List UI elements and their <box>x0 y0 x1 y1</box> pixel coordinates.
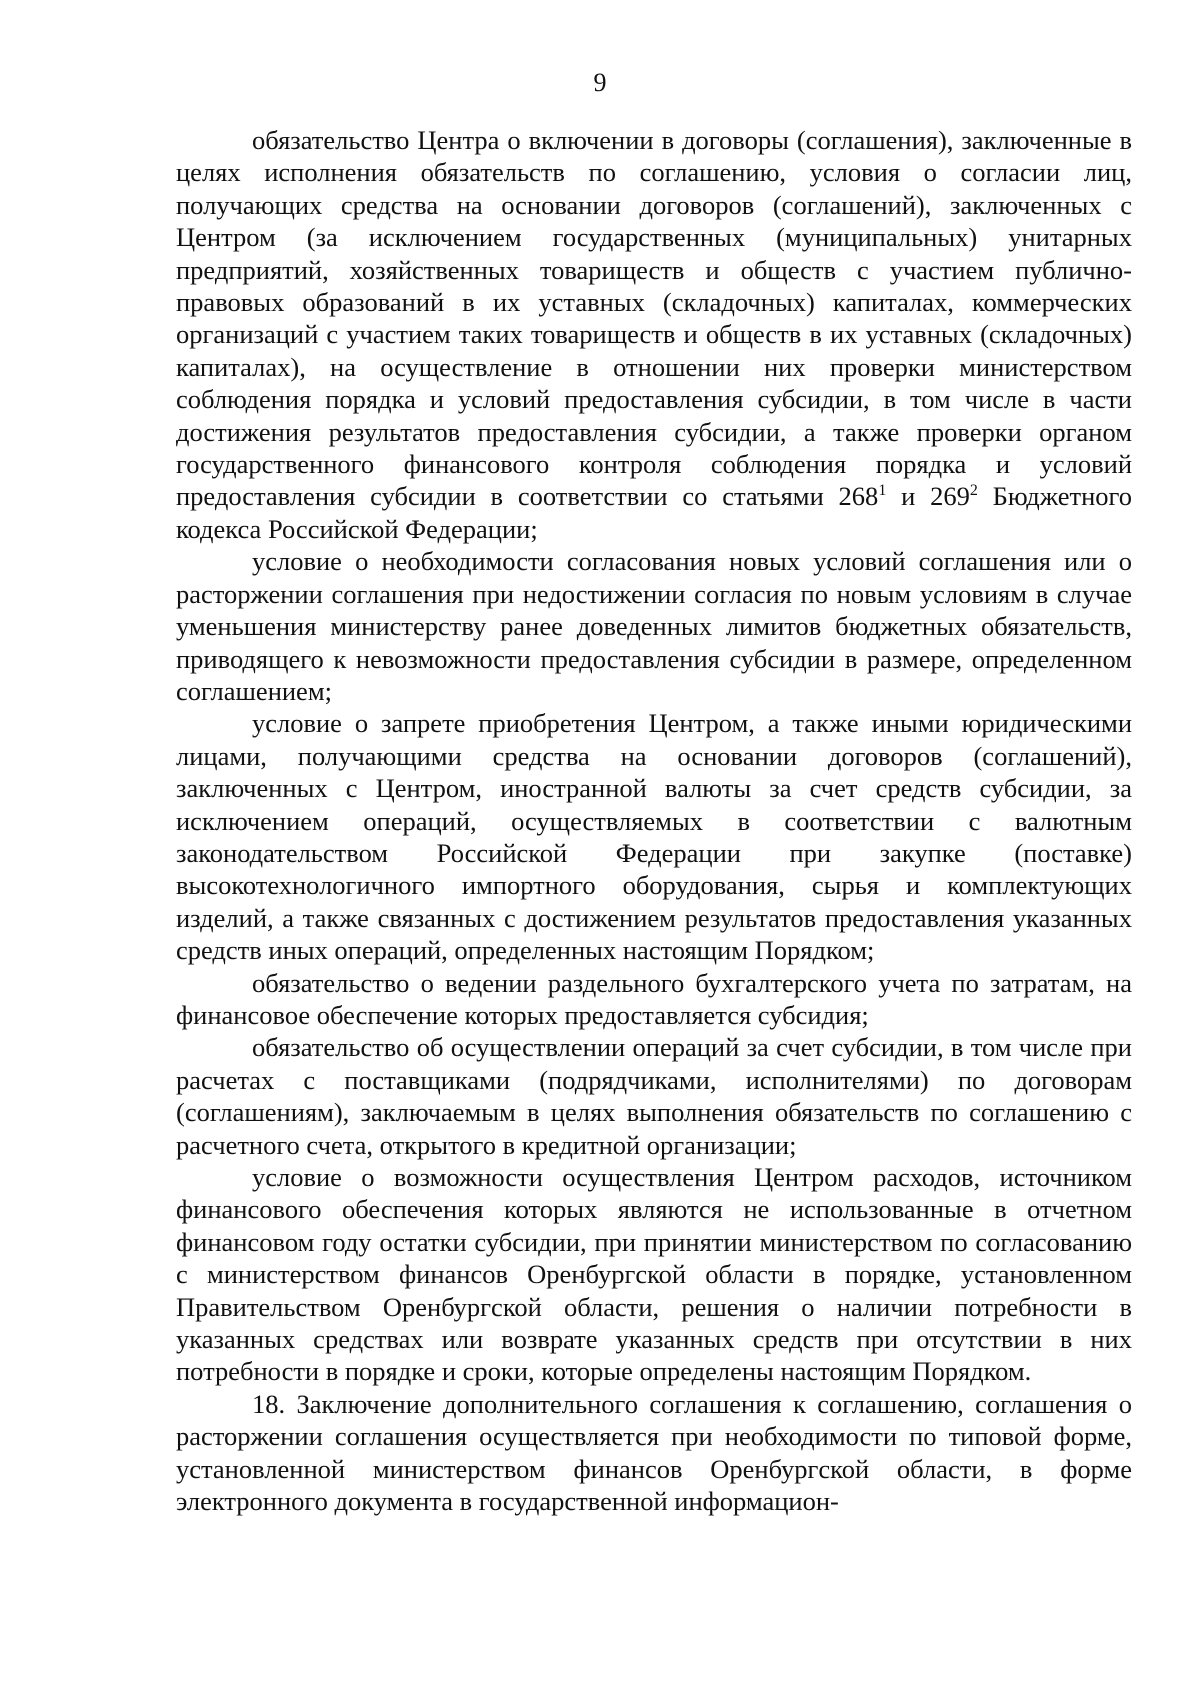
paragraph-separate-accounting: обязательство о ведении раздельного бухгалтерского учета по затратам, на финансовое обеспечение которых предоставляется субсидия; <box>176 967 1132 1030</box>
superscript: 1 <box>878 482 887 500</box>
paragraph-text: обязательство Центра о включении в договоры (соглашения), заключенные в целях исполнения обязательств по соглашению, условия о согласии лиц, получающих средства на основании договоров (соглашений), заключенных с Центром (за исключением государственных (муниципальных) унитарных предприятий, хозяйственных товариществ и обществ с участием публично-правовых образований в их уставных (складочных) капиталах, коммерческих организаций с участием таких товариществ и обществ в их уставных (складочных) капиталах), на осуществление в отношении них проверки министерством соблюдения порядка и условий предоставления субсидии, в том числе в части достижения результатов предоставления субсидии, а также проверки органом государственного финансового контроля соблюдения порядка и условий предоставления субсидии в соответствии со статьями 268 <box>176 125 1132 512</box>
paragraph-unused-balances: условие о возможности осуществления Центром расходов, источником финансового обеспечения которых являются не использованные в отчетном финансовом году остатки субсидии, при принятии министерством по согласованию с министерством финансов Оренбургской области в порядке, установленном Правительством Оренбургской области, решения о наличии потребности в указанных средствах или возврате указанных средств при отсутствии в них потребности в порядке и сроки, которые определены настоящим Порядком. <box>176 1162 1132 1387</box>
paragraph-new-conditions: условие о необходимости согласования новых условий соглашения или о расторжении соглашения при недостижении согласия по новым условиям в случае уменьшения министерству ранее доведенных лимитов бюджетных обязательств, приводящего к невозможности предоставления субсидии в размере, определенном соглашением; <box>176 546 1132 706</box>
superscript: 2 <box>969 482 978 500</box>
page-number: 9 <box>593 68 607 97</box>
document-body <box>176 124 1132 1517</box>
paragraph-settlement-account: обязательство об осуществлении операций за счет субсидии, в том числе при расчетах с поставщиками (подрядчиками, исполнителями) по договорам (соглашениям), заключаемым в целях выполнения обязательств по соглашению с расчетного счета, открытого в кредитной организации; <box>176 1032 1132 1160</box>
paragraph-text: Бюджетного кодекса Российской Федерации; <box>176 481 1132 544</box>
paragraph-center-obligation <box>176 124 1132 545</box>
paragraph-text: и 269 <box>886 481 970 512</box>
paragraph-currency-prohibition: условие о запрете приобретения Центром, а также иными юридическими лицами, получающими средства на основании договоров (соглашений), заключенных с Центром, иностранной валюты за счет средств субсидии, за исключением операций, осуществляемых в соответствии с валютным законодательством Российской Федерации при закупке (поставке) высокотехнологичного импортного оборудования, сырья и комплектующих изделий, а также связанных с достижением результатов предоставления указанных средств иных операций, определенных настоящим Порядком; <box>176 708 1132 966</box>
paragraph-item-18: 18. Заключение дополнительного соглашения к соглашению, соглашения о расторжении соглашения осуществляется при необходимости по типовой форме, установленной министерством финансов Оренбургской области, в форме электронного документа в государственной информацион- <box>176 1388 1132 1517</box>
